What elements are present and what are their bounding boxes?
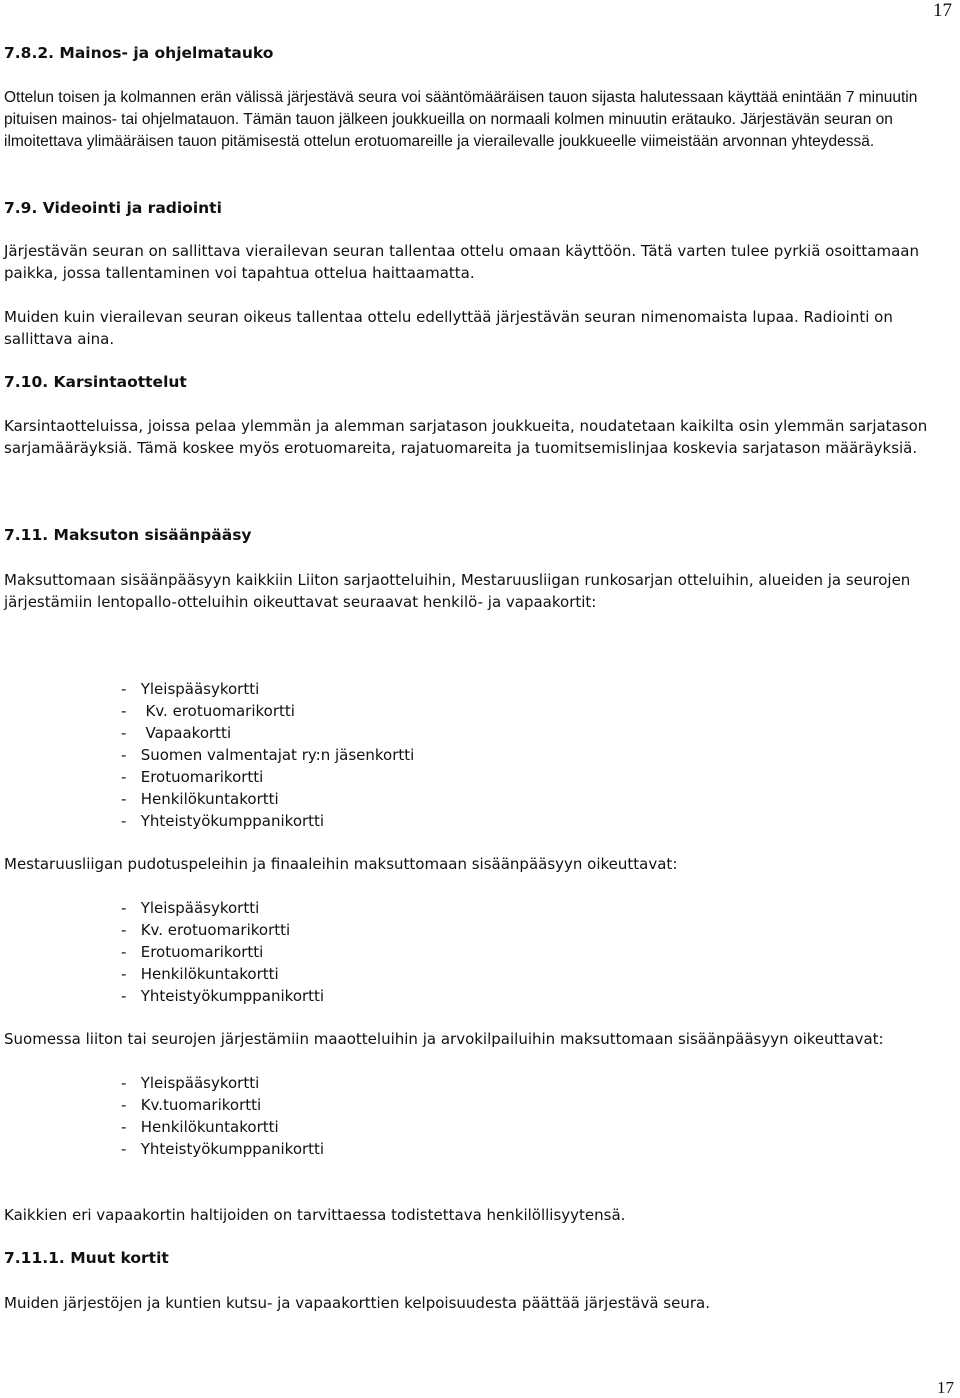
section-7-11-identity xyxy=(4,1204,950,1226)
section-heading: 7.11.1. Muut kortit xyxy=(4,1249,169,1267)
section-7-8-2-body xyxy=(4,87,950,153)
card-list-national xyxy=(121,1072,324,1160)
section-heading: 7.11. Maksuton sisäänpääsy xyxy=(4,526,252,544)
paragraph: Muiden kuin vierailevan seuran oikeus tallentaa ottelu edellyttää järjestävän seuran nimenomaista lupaa. Radiointi on sallittava aina. xyxy=(4,308,893,348)
paragraph: Muiden järjestöjen ja kuntien kutsu- ja vapaakorttien kelpoisuudesta päättää järjestävä seura. xyxy=(4,1294,710,1312)
list-item: - Erotuomarikortti xyxy=(121,943,264,961)
list-item: - Yleispääsykortti xyxy=(121,1074,260,1092)
list-item: - Kv. erotuomarikortti xyxy=(121,921,291,939)
list-item: - Kv.tuomarikortti xyxy=(121,1096,262,1114)
paragraph: Maksuttomaan sisäänpääsyyn kaikkiin Liiton sarjaotteluihin, Mestaruusliigan runkosarjan otteluihin, alueiden ja seurojen järjestämiin lentopallo-otteluihin oikeuttavat seuraavat henkilö- ja vapaakortit: xyxy=(4,571,911,611)
page-number-top: 17 xyxy=(933,0,952,21)
section-7-10-body xyxy=(4,415,950,459)
list-item: - Yleispääsykortti xyxy=(121,680,260,698)
list-item: - Yhteistyökumppanikortti xyxy=(121,812,325,830)
section-7-11-1-body xyxy=(4,1292,950,1314)
list-item: - Yhteistyökumppanikortti xyxy=(121,987,325,1005)
list-item: - Henkilökuntakortti xyxy=(121,1118,279,1136)
section-7-11-1 xyxy=(4,1247,950,1269)
section-7-11-intro xyxy=(4,569,950,613)
section-7-10 xyxy=(4,371,950,393)
paragraph: Suomessa liiton tai seurojen järjestämiin maaotteluihin ja arvokilpailuihin maksuttomaan sisäänpääsyyn oikeuttavat: xyxy=(4,1030,884,1048)
paragraph: Kaikkien eri vapaakortin haltijoiden on tarvittaessa todistettava henkilöllisyytensä. xyxy=(4,1206,626,1224)
paragraph: Mestaruusliigan pudotuspeleihin ja finaaleihin maksuttomaan sisäänpääsyyn oikeuttavat: xyxy=(4,855,678,873)
page-number-bottom: 17 xyxy=(937,1378,954,1397)
list-item: - Kv. erotuomarikortti xyxy=(121,702,295,720)
list-item: - Vapaakortti xyxy=(121,724,232,742)
section-7-8-2 xyxy=(4,42,950,64)
section-7-11-playoffs xyxy=(4,853,950,875)
card-list-playoffs xyxy=(121,897,324,1007)
list-item: - Erotuomarikortti xyxy=(121,768,264,786)
section-7-9 xyxy=(4,197,950,219)
paragraph: Järjestävän seuran on sallittava vierailevan seuran tallentaa ottelu omaan käyttöön. Tätä varten tulee pyrkiä osoittamaan paikka, jossa tallentaminen voi tapahtua ottelua haittaamatta. xyxy=(4,242,919,282)
section-heading: 7.8.2. Mainos- ja ohjelmatauko xyxy=(4,44,274,62)
section-heading: 7.9. Videointi ja radiointi xyxy=(4,199,222,217)
section-7-11 xyxy=(4,524,950,546)
list-item: - Suomen valmentajat ry:n jäsenkortti xyxy=(121,746,415,764)
section-7-9-body-1 xyxy=(4,240,950,284)
list-item: - Yleispääsykortti xyxy=(121,899,260,917)
list-item: - Henkilökuntakortti xyxy=(121,790,279,808)
list-item: - Yhteistyökumppanikortti xyxy=(121,1140,325,1158)
paragraph: Ottelun toisen ja kolmannen erän välissä järjestävä seura voi sääntömääräisen tauon sijasta halutessaan käyttää enintään 7 minuutin pituisen mainos- tai ohjelmatauon. Tämän tauon jälkeen joukkueilla on normaali kolmen minuutin erätauko. Järjestävän seuran on ilmoitettava ylimääräisen tauon pitämisestä ottelun erotuomareille ja vierailevalle joukkueelle viimeistään arvonnan yhteydessä. xyxy=(4,89,918,150)
card-list-general xyxy=(121,678,414,832)
section-7-11-national xyxy=(4,1028,950,1050)
list-item: - Henkilökuntakortti xyxy=(121,965,279,983)
section-heading: 7.10. Karsintaottelut xyxy=(4,373,187,391)
paragraph: Karsintaotteluissa, joissa pelaa ylemmän ja alemman sarjatason joukkueita, noudatetaan kaikilta osin ylemmän sarjatason sarjamääräyksiä. Tämä koskee myös erotuomareita, rajatuomareita ja tuomitsemislinjaa koskevia sarjatason määräyksiä. xyxy=(4,417,928,457)
section-7-9-body-2 xyxy=(4,306,950,350)
